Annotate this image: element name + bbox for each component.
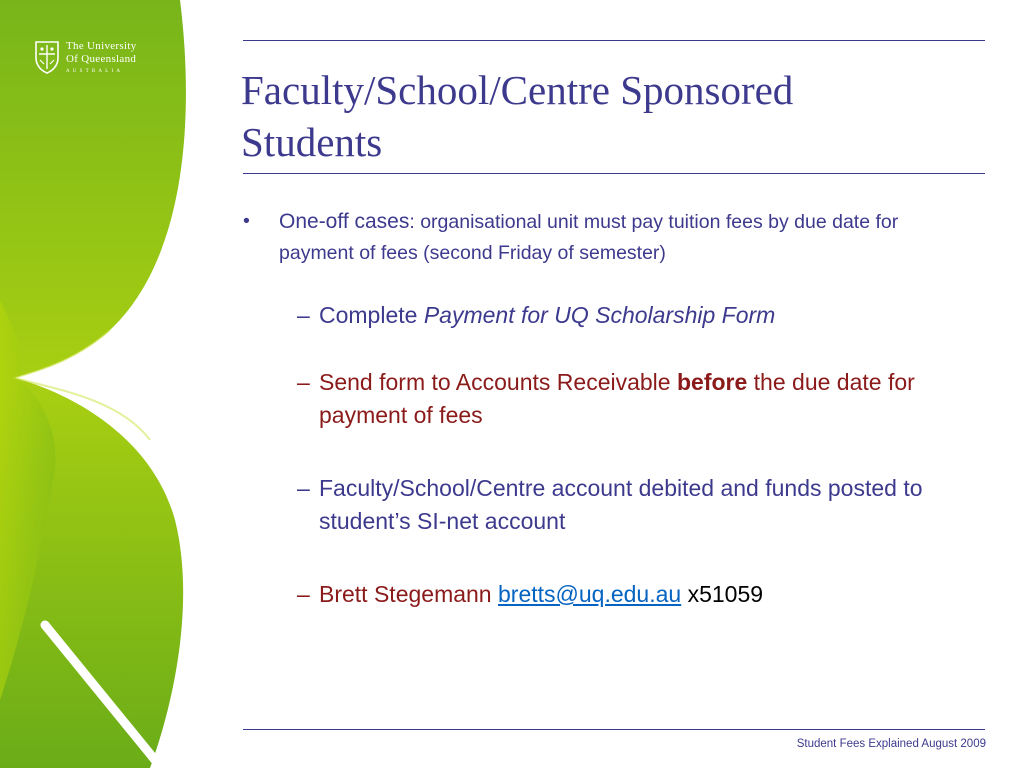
uq-logo[interactable]	[34, 40, 164, 80]
bullet-text: : organisational unit must pay tuition fees by due date for payment of fees (second Friday of semester)	[279, 211, 899, 264]
sub-item-3-text: Faculty/School/Centre account debited and funds posted to student’s SI-net account	[319, 475, 923, 534]
sub-item-contact	[243, 578, 973, 611]
logo-university-line: The University	[66, 40, 137, 52]
bullet-marker: •	[243, 210, 250, 232]
logo-australia-line: AUSTRALIA	[66, 69, 124, 74]
top-divider	[243, 40, 985, 41]
contact-extension: x51059	[681, 581, 764, 607]
slide-body	[243, 206, 973, 611]
form-name: Payment for UQ Scholarship Form	[423, 302, 776, 328]
title-line-1: Faculty/School/Centre Sponsored	[241, 67, 794, 113]
sub-dash: –	[297, 302, 310, 328]
sub-item-account-debited	[243, 472, 973, 538]
bullet-lead: One-off cases	[279, 210, 410, 233]
sub-dash: –	[297, 581, 310, 607]
sub-dash: –	[297, 369, 310, 395]
logo-queensland-line: Of Queensland	[66, 53, 137, 65]
slide-title	[241, 64, 941, 168]
sub-item-1-prefix: Complete	[319, 302, 424, 328]
bullet-one-off-cases	[243, 206, 973, 269]
footer-text: Student Fees Explained August 2009	[796, 738, 986, 750]
decorative-green-sidebar	[0, 0, 240, 768]
title-line-2: Students	[241, 119, 383, 165]
emphasis-before: before	[676, 369, 748, 395]
uq-crest-icon	[34, 40, 60, 74]
footer-divider	[243, 729, 985, 730]
sub-item-complete-form	[243, 299, 973, 332]
sub-dash: –	[297, 475, 310, 501]
sub-item-2-suffix: the due date for payment of fees	[319, 369, 915, 428]
contact-name: Brett Stegemann	[319, 581, 498, 607]
sub-item-2-prefix: Send form to Accounts Receivable	[319, 369, 677, 395]
sub-item-send-form	[243, 366, 973, 432]
title-divider	[243, 173, 985, 174]
contact-email-link[interactable]: bretts@uq.edu.au	[498, 581, 682, 607]
